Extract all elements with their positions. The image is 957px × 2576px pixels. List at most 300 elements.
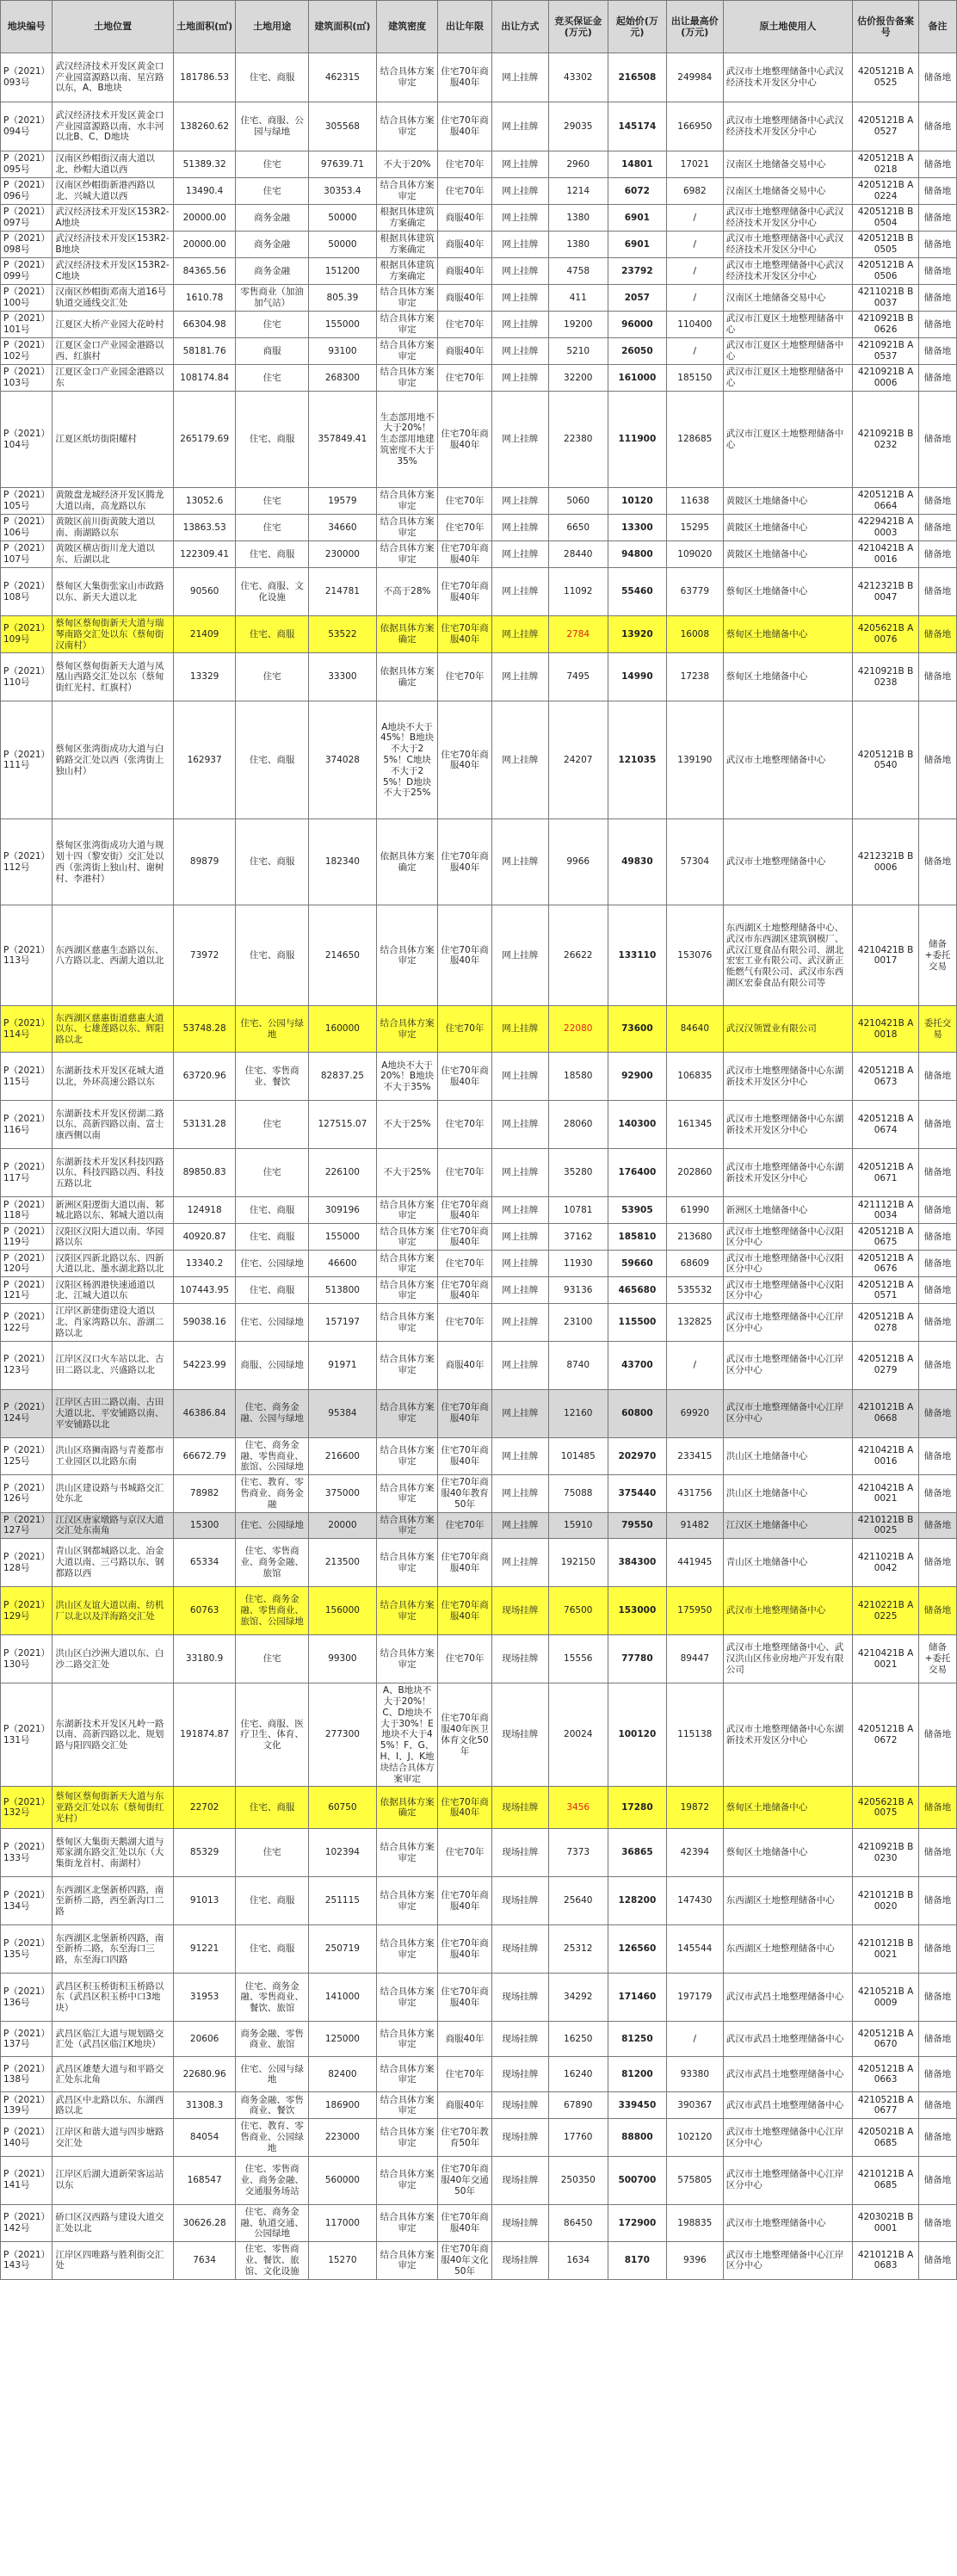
location-cell: 江夏区大桥产业园大花岭村 [52, 312, 174, 338]
location-cell: 东湖新技术开发区凡岭一路以南、高新四路以北、规划路与阳四路交汇处 [52, 1683, 174, 1787]
valuation-record-cell: 4229421B A0003 [853, 515, 919, 541]
location-cell: 东西湖区北堡新桥四路，南至新桥二路，西至新沟口二路 [52, 1877, 174, 1925]
transfer-method-cell: 现场挂牌 [491, 2092, 548, 2119]
building-area-cell: 156000 [308, 1587, 376, 1635]
transfer-method-cell: 网上挂牌 [491, 312, 548, 338]
valuation-record-cell: 4210121B A0685 [853, 2156, 919, 2204]
table-row [1, 1437, 957, 1474]
transfer-method-cell: 现场挂牌 [491, 2204, 548, 2241]
building-density-cell: 不大于25% [376, 1149, 437, 1197]
term-cell: 住宅70年商服40年 [438, 392, 492, 488]
land-area-cell: 91221 [173, 1925, 235, 1974]
land-use-cell: 住宅、商服 [236, 701, 309, 819]
land-use-cell: 住宅、公园与绿地 [236, 2057, 309, 2092]
plot-number-cell: P（2021）121号 [1, 1277, 52, 1304]
remarks-cell: 储备地 [918, 616, 956, 653]
plot-number-cell: P（2021）098号 [1, 232, 52, 258]
valuation-record-cell: 4210121B B0025 [853, 1512, 919, 1539]
deposit-cell: 29035 [548, 102, 608, 151]
table-row [1, 258, 957, 285]
land-area-cell: 33180.9 [173, 1635, 235, 1683]
valuation-record-cell: 4211121B A0034 [853, 1197, 919, 1224]
plot-number-cell: P（2021）137号 [1, 2022, 52, 2057]
table-row [1, 2156, 957, 2204]
location-cell: 江岸区四唯路与胜利街交汇处 [52, 2242, 174, 2279]
valuation-record-cell: 4210421B A0018 [853, 1006, 919, 1053]
table-row [1, 1149, 957, 1197]
deposit-cell: 16240 [548, 2057, 608, 2092]
transfer-method-cell: 现场挂牌 [491, 2156, 548, 2204]
land-use-cell: 商服、公园绿地 [236, 1341, 309, 1389]
original-user-cell: 武汉市江夏区土地整理储备中心 [723, 392, 852, 488]
max-price-cell: 63779 [666, 568, 723, 616]
deposit-cell: 93136 [548, 1277, 608, 1304]
deposit-cell: 23100 [548, 1304, 608, 1341]
transfer-method-cell: 网上挂牌 [491, 653, 548, 701]
plot-number-cell: P（2021）101号 [1, 312, 52, 338]
valuation-record-cell: 4210121B B0021 [853, 1925, 919, 1974]
table-row [1, 653, 957, 701]
land-use-cell: 住宅、公园绿地 [236, 1304, 309, 1341]
term-cell: 住宅70年商服40年教育50年 [438, 1475, 492, 1512]
deposit-cell: 7495 [548, 653, 608, 701]
transfer-method-cell: 网上挂牌 [491, 1197, 548, 1224]
original-user-cell: 蔡甸区土地储备中心 [723, 568, 852, 616]
term-cell: 住宅70年商服40年交通50年 [438, 2156, 492, 2204]
remarks-cell: 储备地 [918, 392, 956, 488]
start-price-cell: 10120 [608, 488, 666, 515]
remarks-cell: 储备地 [918, 2022, 956, 2057]
deposit-cell: 15556 [548, 1635, 608, 1683]
term-cell: 住宅70年商服40年 [438, 1224, 492, 1251]
valuation-record-cell: 4205121B A0664 [853, 488, 919, 515]
plot-number-cell: P（2021）096号 [1, 178, 52, 205]
building-density-cell: 不高于28% [376, 568, 437, 616]
building-area-cell: 127515.07 [308, 1101, 376, 1149]
term-cell: 住宅70年商服40年 [438, 1787, 492, 1829]
header-building-area: 建筑面积(㎡) [308, 1, 376, 53]
remarks-cell: 储备地 [918, 2204, 956, 2241]
building-density-cell: 结合具体方案审定 [376, 1277, 437, 1304]
building-area-cell: 268300 [308, 365, 376, 392]
term-cell: 住宅70年 [438, 2057, 492, 2092]
header-building-density: 建筑密度 [376, 1, 437, 53]
building-area-cell: 226100 [308, 1149, 376, 1197]
building-density-cell: 依据具体方案确定 [376, 819, 437, 905]
max-price-cell: 57304 [666, 819, 723, 905]
land-use-cell: 住宅、商务金融、轨道交通、公园绿地 [236, 2204, 309, 2241]
transfer-method-cell: 网上挂牌 [491, 819, 548, 905]
term-cell: 住宅70年 [438, 178, 492, 205]
plot-number-cell: P（2021）122号 [1, 1304, 52, 1341]
location-cell: 汉阳区四新北路以东、四新大道以北、墨水湖北路以北 [52, 1251, 174, 1277]
building-area-cell: 151200 [308, 258, 376, 285]
deposit-cell: 11092 [548, 568, 608, 616]
land-use-cell: 住宅、零售商业、商务金融、旅馆 [236, 1539, 309, 1587]
start-price-cell: 43700 [608, 1341, 666, 1389]
valuation-record-cell: 4210921B B0230 [853, 1829, 919, 1877]
plot-number-cell: P（2021）108号 [1, 568, 52, 616]
transfer-method-cell: 网上挂牌 [491, 365, 548, 392]
deposit-cell: 34292 [548, 1974, 608, 2022]
building-density-cell: 结合具体方案审定 [376, 488, 437, 515]
transfer-method-cell: 网上挂牌 [491, 616, 548, 653]
valuation-record-cell: 4205121B A0675 [853, 1224, 919, 1251]
original-user-cell: 东西湖区土地整理储备中心 [723, 1877, 852, 1925]
original-user-cell: 武汉市土地整理储备中心江岸区分中心 [723, 2119, 852, 2156]
land-area-cell: 31308.3 [173, 2092, 235, 2119]
original-user-cell: 青山区土地储备中心 [723, 1539, 852, 1587]
land-area-cell: 13490.4 [173, 178, 235, 205]
land-use-cell: 住宅 [236, 653, 309, 701]
start-price-cell: 36865 [608, 1829, 666, 1877]
plot-number-cell: P（2021）110号 [1, 653, 52, 701]
building-density-cell: 结合具体方案审定 [376, 1006, 437, 1053]
plot-number-cell: P（2021）120号 [1, 1251, 52, 1277]
max-price-cell: 69920 [666, 1389, 723, 1437]
deposit-cell: 2784 [548, 616, 608, 653]
land-area-cell: 53131.28 [173, 1101, 235, 1149]
transfer-method-cell: 网上挂牌 [491, 1437, 548, 1474]
term-cell: 住宅70年商服40年 [438, 1925, 492, 1974]
transfer-method-cell: 现场挂牌 [491, 1787, 548, 1829]
original-user-cell: 武汉市土地整理储备中心 [723, 701, 852, 819]
building-area-cell: 95384 [308, 1389, 376, 1437]
max-price-cell: 61990 [666, 1197, 723, 1224]
deposit-cell: 67890 [548, 2092, 608, 2119]
valuation-record-cell: 4205621B A0075 [853, 1787, 919, 1829]
term-cell: 住宅70年商服40年 [438, 616, 492, 653]
plot-number-cell: P（2021）112号 [1, 819, 52, 905]
building-density-cell: 不大于25% [376, 1101, 437, 1149]
building-area-cell: 186900 [308, 2092, 376, 2119]
remarks-cell: 储备地 [918, 541, 956, 568]
land-area-cell: 20606 [173, 2022, 235, 2057]
location-cell: 东西湖区北堡新桥四路，南至新桥二路，东至海口三路，东至海口四路 [52, 1925, 174, 1974]
land-use-cell: 商服 [236, 338, 309, 365]
max-price-cell: 147430 [666, 1877, 723, 1925]
plot-number-cell: P（2021）143号 [1, 2242, 52, 2279]
location-cell: 武汉经济技术开发区153R2-A地块 [52, 205, 174, 232]
building-density-cell: 结合具体方案审定 [376, 1512, 437, 1539]
start-price-cell: 172900 [608, 2204, 666, 2241]
land-area-cell: 66304.98 [173, 312, 235, 338]
land-area-cell: 13340.2 [173, 1251, 235, 1277]
plot-number-cell: P（2021）106号 [1, 515, 52, 541]
max-price-cell: 132825 [666, 1304, 723, 1341]
valuation-record-cell: 4205121B B0504 [853, 205, 919, 232]
land-use-cell: 住宅、商服 [236, 541, 309, 568]
land-use-cell: 住宅、公园绿地 [236, 1251, 309, 1277]
plot-number-cell: P（2021）131号 [1, 1683, 52, 1787]
plot-number-cell: P（2021）123号 [1, 1341, 52, 1389]
remarks-cell: 储备地 [918, 701, 956, 819]
land-use-cell: 住宅、商务金融、零售商业、餐饮、旅馆 [236, 1974, 309, 2022]
original-user-cell: 武汉市土地整理储备中心东湖新技术开发区分中心 [723, 1149, 852, 1197]
location-cell: 新洲区阳逻街大道以南、邾城北路以东、邾城大道以南 [52, 1197, 174, 1224]
table-row [1, 1635, 957, 1683]
valuation-record-cell: 4205121B A0525 [853, 53, 919, 102]
transfer-method-cell: 现场挂牌 [491, 1925, 548, 1974]
deposit-cell: 5060 [548, 488, 608, 515]
table-row [1, 392, 957, 488]
deposit-cell: 8740 [548, 1341, 608, 1389]
location-cell: 洪山区建设路与书城路交汇处东北 [52, 1475, 174, 1512]
transfer-method-cell: 网上挂牌 [491, 102, 548, 151]
term-cell: 住宅70年 [438, 151, 492, 178]
table-row [1, 1341, 957, 1389]
max-price-cell: 161345 [666, 1101, 723, 1149]
original-user-cell: 武汉汉领置业有限公司 [723, 1006, 852, 1053]
transfer-method-cell: 网上挂牌 [491, 1539, 548, 1587]
start-price-cell: 8170 [608, 2242, 666, 2279]
max-price-cell: 17238 [666, 653, 723, 701]
location-cell: 东西湖区慈惠生态路以东、八方路以北、西湖大道以北 [52, 905, 174, 1006]
transfer-method-cell: 网上挂牌 [491, 515, 548, 541]
land-area-cell: 40920.87 [173, 1224, 235, 1251]
original-user-cell: 洪山区土地储备中心 [723, 1475, 852, 1512]
plot-number-cell: P（2021）116号 [1, 1101, 52, 1149]
table-row [1, 1101, 957, 1149]
building-area-cell: 46600 [308, 1251, 376, 1277]
original-user-cell: 武汉市土地整理储备中心江岸区分中心 [723, 1389, 852, 1437]
land-use-cell: 商务金融 [236, 232, 309, 258]
transfer-method-cell: 网上挂牌 [491, 1512, 548, 1539]
start-price-cell: 60800 [608, 1389, 666, 1437]
start-price-cell: 53905 [608, 1197, 666, 1224]
building-density-cell: A地块不大于45%！B地块不大于25%！C地块不大于25%！D地块不大于25% [376, 701, 437, 819]
max-price-cell: 6982 [666, 178, 723, 205]
location-cell: 蔡甸区蔡甸街新天大道与凤凰山西路交汇处以东（蔡甸街红光村、红旗村） [52, 653, 174, 701]
original-user-cell: 武汉市土地整理储备中心武汉经济技术开发区分中心 [723, 258, 852, 285]
building-area-cell: 125000 [308, 2022, 376, 2057]
start-price-cell: 6901 [608, 205, 666, 232]
original-user-cell: 黄陂区土地储备中心 [723, 541, 852, 568]
start-price-cell: 100120 [608, 1683, 666, 1787]
building-density-cell: 不大于20% [376, 151, 437, 178]
building-area-cell: 374028 [308, 701, 376, 819]
deposit-cell: 1634 [548, 2242, 608, 2279]
valuation-record-cell: 4205121B A0674 [853, 1101, 919, 1149]
start-price-cell: 88800 [608, 2119, 666, 2156]
term-cell: 商服40年 [438, 2022, 492, 2057]
original-user-cell: 武汉市江夏区土地整理储备中心 [723, 365, 852, 392]
start-price-cell: 14990 [608, 653, 666, 701]
max-price-cell: / [666, 1341, 723, 1389]
transfer-method-cell: 网上挂牌 [491, 285, 548, 312]
remarks-cell: 储备地 [918, 1341, 956, 1389]
term-cell: 住宅70年商服40年 [438, 1197, 492, 1224]
start-price-cell: 49830 [608, 819, 666, 905]
building-area-cell: 214650 [308, 905, 376, 1006]
original-user-cell: 武汉市武昌土地整理储备中心 [723, 2092, 852, 2119]
table-row [1, 312, 957, 338]
start-price-cell: 375440 [608, 1475, 666, 1512]
original-user-cell: 黄陂区土地储备中心 [723, 515, 852, 541]
start-price-cell: 77780 [608, 1635, 666, 1683]
max-price-cell: / [666, 338, 723, 365]
plot-number-cell: P（2021）139号 [1, 2092, 52, 2119]
location-cell: 江岸区后湖大道新荣客运站以东 [52, 2156, 174, 2204]
max-price-cell: 93380 [666, 2057, 723, 2092]
term-cell: 住宅70年商服40年 [438, 1539, 492, 1587]
valuation-record-cell: 4211021B B0037 [853, 285, 919, 312]
original-user-cell: 东西湖区土地整理储备中心 [723, 1925, 852, 1974]
original-user-cell: 武汉市土地整理储备中心 [723, 2204, 852, 2241]
original-user-cell: 武汉市土地整理储备中心 [723, 819, 852, 905]
building-density-cell: 根据具体建筑方案确定 [376, 205, 437, 232]
header-start-price: 起始价(万元) [608, 1, 666, 53]
transfer-method-cell: 网上挂牌 [491, 568, 548, 616]
building-density-cell: 结合具体方案审定 [376, 53, 437, 102]
plot-number-cell: P（2021）124号 [1, 1389, 52, 1437]
deposit-cell: 11930 [548, 1251, 608, 1277]
table-header-row [1, 1, 957, 53]
deposit-cell: 17760 [548, 2119, 608, 2156]
location-cell: 汉阳区汉阳大道以南、华园路以东 [52, 1224, 174, 1251]
remarks-cell: 储备地 [918, 1787, 956, 1829]
building-density-cell: 结合具体方案审定 [376, 178, 437, 205]
location-cell: 江岸区和谐大道与四步塘路交汇处 [52, 2119, 174, 2156]
building-density-cell: 结合具体方案审定 [376, 2242, 437, 2279]
land-use-cell: 住宅、商服 [236, 53, 309, 102]
valuation-record-cell: 4205121B A0672 [853, 1683, 919, 1787]
location-cell: 江夏区金口产业园金港路以东 [52, 365, 174, 392]
original-user-cell: 武汉市武昌土地整理储备中心 [723, 1974, 852, 2022]
term-cell: 住宅70年 [438, 1149, 492, 1197]
term-cell: 住宅70年 [438, 1512, 492, 1539]
start-price-cell: 23792 [608, 258, 666, 285]
term-cell: 住宅70年商服40年 [438, 53, 492, 102]
transfer-method-cell: 现场挂牌 [491, 2057, 548, 2092]
transfer-method-cell: 网上挂牌 [491, 1101, 548, 1149]
land-use-cell: 商务金融 [236, 258, 309, 285]
deposit-cell: 22380 [548, 392, 608, 488]
deposit-cell: 37162 [548, 1224, 608, 1251]
location-cell: 江汉区唐家墩路与京汉大道交汇处东南角 [52, 1512, 174, 1539]
building-density-cell: 生态部用地不大于20%！生态部用地建筑密度不大于35% [376, 392, 437, 488]
start-price-cell: 121035 [608, 701, 666, 819]
building-area-cell: 117000 [308, 2204, 376, 2241]
remarks-cell: 储备地 [918, 1197, 956, 1224]
table-row [1, 53, 957, 102]
max-price-cell: 42394 [666, 1829, 723, 1877]
start-price-cell: 216508 [608, 53, 666, 102]
land-use-cell: 住宅、零售商业、商务金融、交通服务场站 [236, 2156, 309, 2204]
table-row [1, 1277, 957, 1304]
max-price-cell: / [666, 232, 723, 258]
land-area-cell: 46386.84 [173, 1389, 235, 1437]
building-density-cell: 结合具体方案审定 [376, 905, 437, 1006]
remarks-cell: 储备地 [918, 1304, 956, 1341]
deposit-cell: 5210 [548, 338, 608, 365]
transfer-method-cell: 现场挂牌 [491, 1635, 548, 1683]
building-area-cell: 155000 [308, 1224, 376, 1251]
land-use-cell: 住宅、商服 [236, 1277, 309, 1304]
original-user-cell: 武汉市土地整理储备中心东湖新技术开发区分中心 [723, 1683, 852, 1787]
land-use-cell: 住宅 [236, 312, 309, 338]
land-use-cell: 住宅、商服 [236, 1877, 309, 1925]
table-row [1, 205, 957, 232]
remarks-cell: 储备地 [918, 285, 956, 312]
remarks-cell: 储备+委托交易 [918, 1635, 956, 1683]
original-user-cell: 武汉市江夏区土地整理储备中心 [723, 338, 852, 365]
location-cell: 东湖新技术开发区傍湖二路以东、高新四路以南、富士康西侧以南 [52, 1101, 174, 1149]
building-density-cell: 结合具体方案审定 [376, 285, 437, 312]
transfer-method-cell: 现场挂牌 [491, 1587, 548, 1635]
land-area-cell: 73972 [173, 905, 235, 1006]
remarks-cell: 储备地 [918, 232, 956, 258]
remarks-cell: 储备地 [918, 1475, 956, 1512]
term-cell: 住宅70年 [438, 653, 492, 701]
plot-number-cell: P（2021）104号 [1, 392, 52, 488]
transfer-method-cell: 网上挂牌 [491, 541, 548, 568]
deposit-cell: 20024 [548, 1683, 608, 1787]
table-row [1, 2022, 957, 2057]
deposit-cell: 28060 [548, 1101, 608, 1149]
land-use-cell: 住宅、商务金融、公园与绿地 [236, 1389, 309, 1437]
valuation-record-cell: 4205021B A0685 [853, 2119, 919, 2156]
start-price-cell: 140300 [608, 1101, 666, 1149]
land-area-cell: 162937 [173, 701, 235, 819]
original-user-cell: 武汉市土地整理储备中心汉阳区分中心 [723, 1251, 852, 1277]
plot-number-cell: P（2021）107号 [1, 541, 52, 568]
land-use-cell: 住宅、公园与绿地 [236, 1006, 309, 1053]
land-area-cell: 84054 [173, 2119, 235, 2156]
deposit-cell: 1380 [548, 232, 608, 258]
deposit-cell: 1214 [548, 178, 608, 205]
land-use-cell: 住宅、商务金融、零售商业、旅馆、公园绿地 [236, 1437, 309, 1474]
location-cell: 洪山区友谊大道以南、纺机厂以北以及洋海路交汇处 [52, 1587, 174, 1635]
land-area-cell: 65334 [173, 1539, 235, 1587]
building-area-cell: 82400 [308, 2057, 376, 2092]
table-row [1, 515, 957, 541]
table-row [1, 1389, 957, 1437]
land-area-cell: 1610.78 [173, 285, 235, 312]
term-cell: 住宅70年商服40年 [438, 905, 492, 1006]
max-price-cell: 109020 [666, 541, 723, 568]
original-user-cell: 武汉市土地整理储备中心武汉经济技术开发区分中心 [723, 232, 852, 258]
term-cell: 住宅70年商服40年 [438, 1437, 492, 1474]
location-cell: 蔡甸区大集街张家山市政路以东、新天大道以北 [52, 568, 174, 616]
original-user-cell: 武汉市武昌土地整理储备中心 [723, 2022, 852, 2057]
land-use-cell: 住宅 [236, 365, 309, 392]
max-price-cell: 198835 [666, 2204, 723, 2241]
start-price-cell: 13920 [608, 616, 666, 653]
max-price-cell: 535532 [666, 1277, 723, 1304]
plot-number-cell: P（2021）117号 [1, 1149, 52, 1197]
location-cell: 武汉经济技术开发区黄金口产业园富源路以南、星宫路以东，A、B地块 [52, 53, 174, 102]
building-density-cell: 根据具体建筑方案确定 [376, 258, 437, 285]
start-price-cell: 500700 [608, 2156, 666, 2204]
term-cell: 住宅70年 [438, 1251, 492, 1277]
valuation-record-cell: 4210421B A0016 [853, 541, 919, 568]
start-price-cell: 73600 [608, 1006, 666, 1053]
plot-number-cell: P（2021）126号 [1, 1475, 52, 1512]
building-area-cell: 20000 [308, 1512, 376, 1539]
land-area-cell: 58181.76 [173, 338, 235, 365]
original-user-cell: 武汉市武昌土地整理储备中心 [723, 2057, 852, 2092]
start-price-cell: 92900 [608, 1053, 666, 1101]
max-price-cell: 84640 [666, 1006, 723, 1053]
location-cell: 黄陂盘龙城经济开发区腾龙大道以南，高龙路以东 [52, 488, 174, 515]
original-user-cell: 武汉市土地整理储备中心武汉经济技术开发区分中心 [723, 205, 852, 232]
max-price-cell: 233415 [666, 1437, 723, 1474]
original-user-cell: 汉南区土地储备交易中心 [723, 151, 852, 178]
valuation-record-cell: 4205121B B0540 [853, 701, 919, 819]
building-area-cell: 82837.25 [308, 1053, 376, 1101]
deposit-cell: 25312 [548, 1925, 608, 1974]
